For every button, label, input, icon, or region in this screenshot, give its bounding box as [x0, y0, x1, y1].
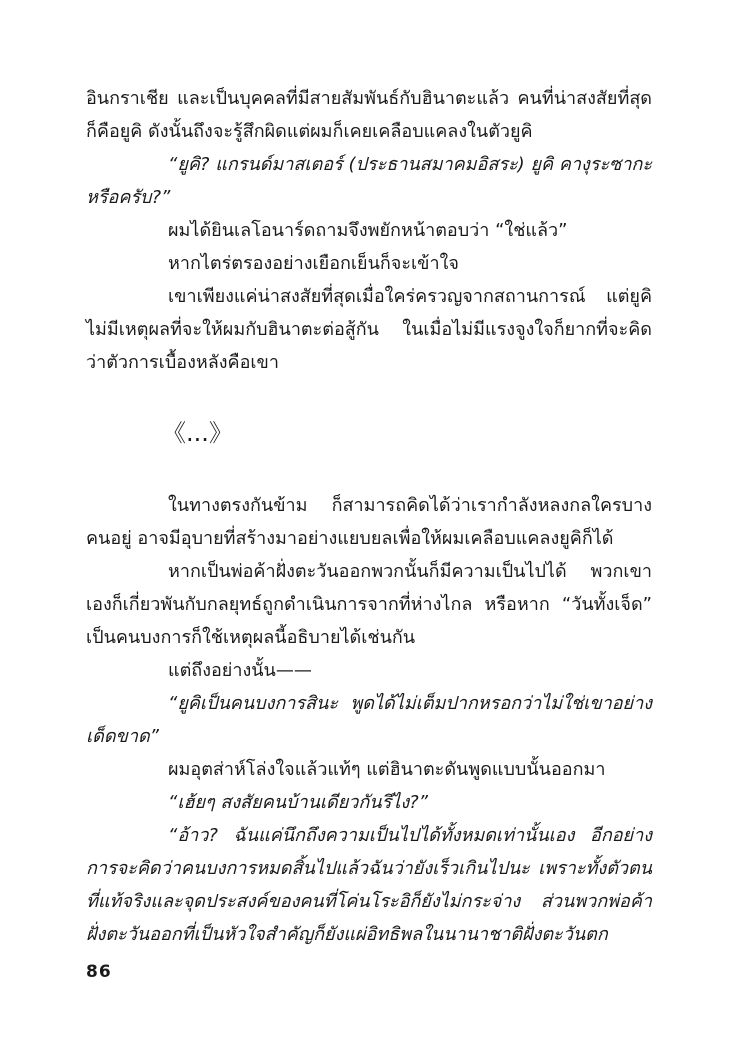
paragraphs-after	[86, 489, 652, 951]
paragraph: แต่ถึงอย่างนั้น——	[168, 660, 312, 681]
paragraph: หากเป็นพ่อค้าฝั่งตะวันออกพวกนั้นก็มีความเป็นไปได้ พวกเขาเองก็เกี่ยวพันกับกลยุทธ์ถูกดำเนินการจากที่ห่างไกล หรือหาก “วันทั้งเจ็ด” เป็นคนบงการก็ใช้เหตุผลนี้อธิบายได้เช่นกัน	[86, 561, 652, 648]
paragraph: ผมได้ยินเลโอนาร์ดถามจึงพยักหน้าตอบว่า “ใช่แล้ว”	[168, 220, 568, 241]
page-body	[86, 82, 652, 951]
paragraphs-before	[86, 82, 652, 379]
paragraph: อินกราเชีย และเป็นบุคคลที่มีสายสัมพันธ์กับฮินาตะแล้ว คนที่น่าสงสัยที่สุดก็คือยูคิ ดังนั้นถึงจะรู้สึกผิดแต่ผมก็เคยเคลือบแคลงในตัวยูคิ	[86, 88, 652, 142]
paragraph: “ยูคิเป็นคนบงการสินะ พูดได้ไม่เต็มปากหรอกว่าไม่ใช่เขาอย่างเด็ดขาด”	[86, 693, 652, 747]
page-number: 86	[86, 962, 112, 982]
scene-separator: 《...》	[162, 419, 233, 447]
paragraph: เขาเพียงแค่น่าสงสัยที่สุดเมื่อใคร่ครวญจากสถานการณ์ แต่ยูคิไม่มีเหตุผลที่จะให้ผมกับฮินาตะต่อสู้กัน ในเมื่อไม่มีแรงจูงใจก็ยากที่จะคิดว่าตัวการเบื้องหลังคือเขา	[86, 286, 652, 373]
paragraph: “ยูคิ? แกรนด์มาสเตอร์ (ประธานสมาคมอิสระ) ยูคิ คางุระซากะหรือครับ?”	[86, 154, 652, 208]
paragraph: “อ้าว? ฉันแค่นึกถึงความเป็นไปได้ทั้งหมดเท่านั้นเอง อีกอย่างการจะคิดว่าคนบงการหมดสิ้นไปแล้วฉันว่ายังเร็วเกินไปนะ เพราะทั้งตัวตนที่แท้จริงและจุดประสงค์ของคนที่โค่นโระอิก็ยังไม่กระจ่าง ส่วนพวกพ่อค้าฝั่งตะวันออกที่เป็นหัวใจสำคัญก็ยังแผ่อิทธิพลในนานาชาติฝั่งตะวันตก	[86, 825, 652, 945]
paragraph: หากไตร่ตรองอย่างเยือกเย็นก็จะเข้าใจ	[168, 253, 459, 274]
paragraph: “เฮ้ยๆ สงสัยคนบ้านเดียวกันรึไง?”	[168, 792, 428, 813]
paragraph: ในทางตรงกันข้าม ก็สามารถคิดได้ว่าเรากำลังหลงกลใครบางคนอยู่ อาจมีอุบายที่สร้างมาอย่างแยบยลเพื่อให้ผมเคลือบแคลงยูคิก็ได้	[86, 495, 652, 549]
paragraph: ผมอุตส่าห์โล่งใจแล้วแท้ๆ แต่ฮินาตะดันพูดแบบนั้นออกมา	[168, 759, 606, 780]
